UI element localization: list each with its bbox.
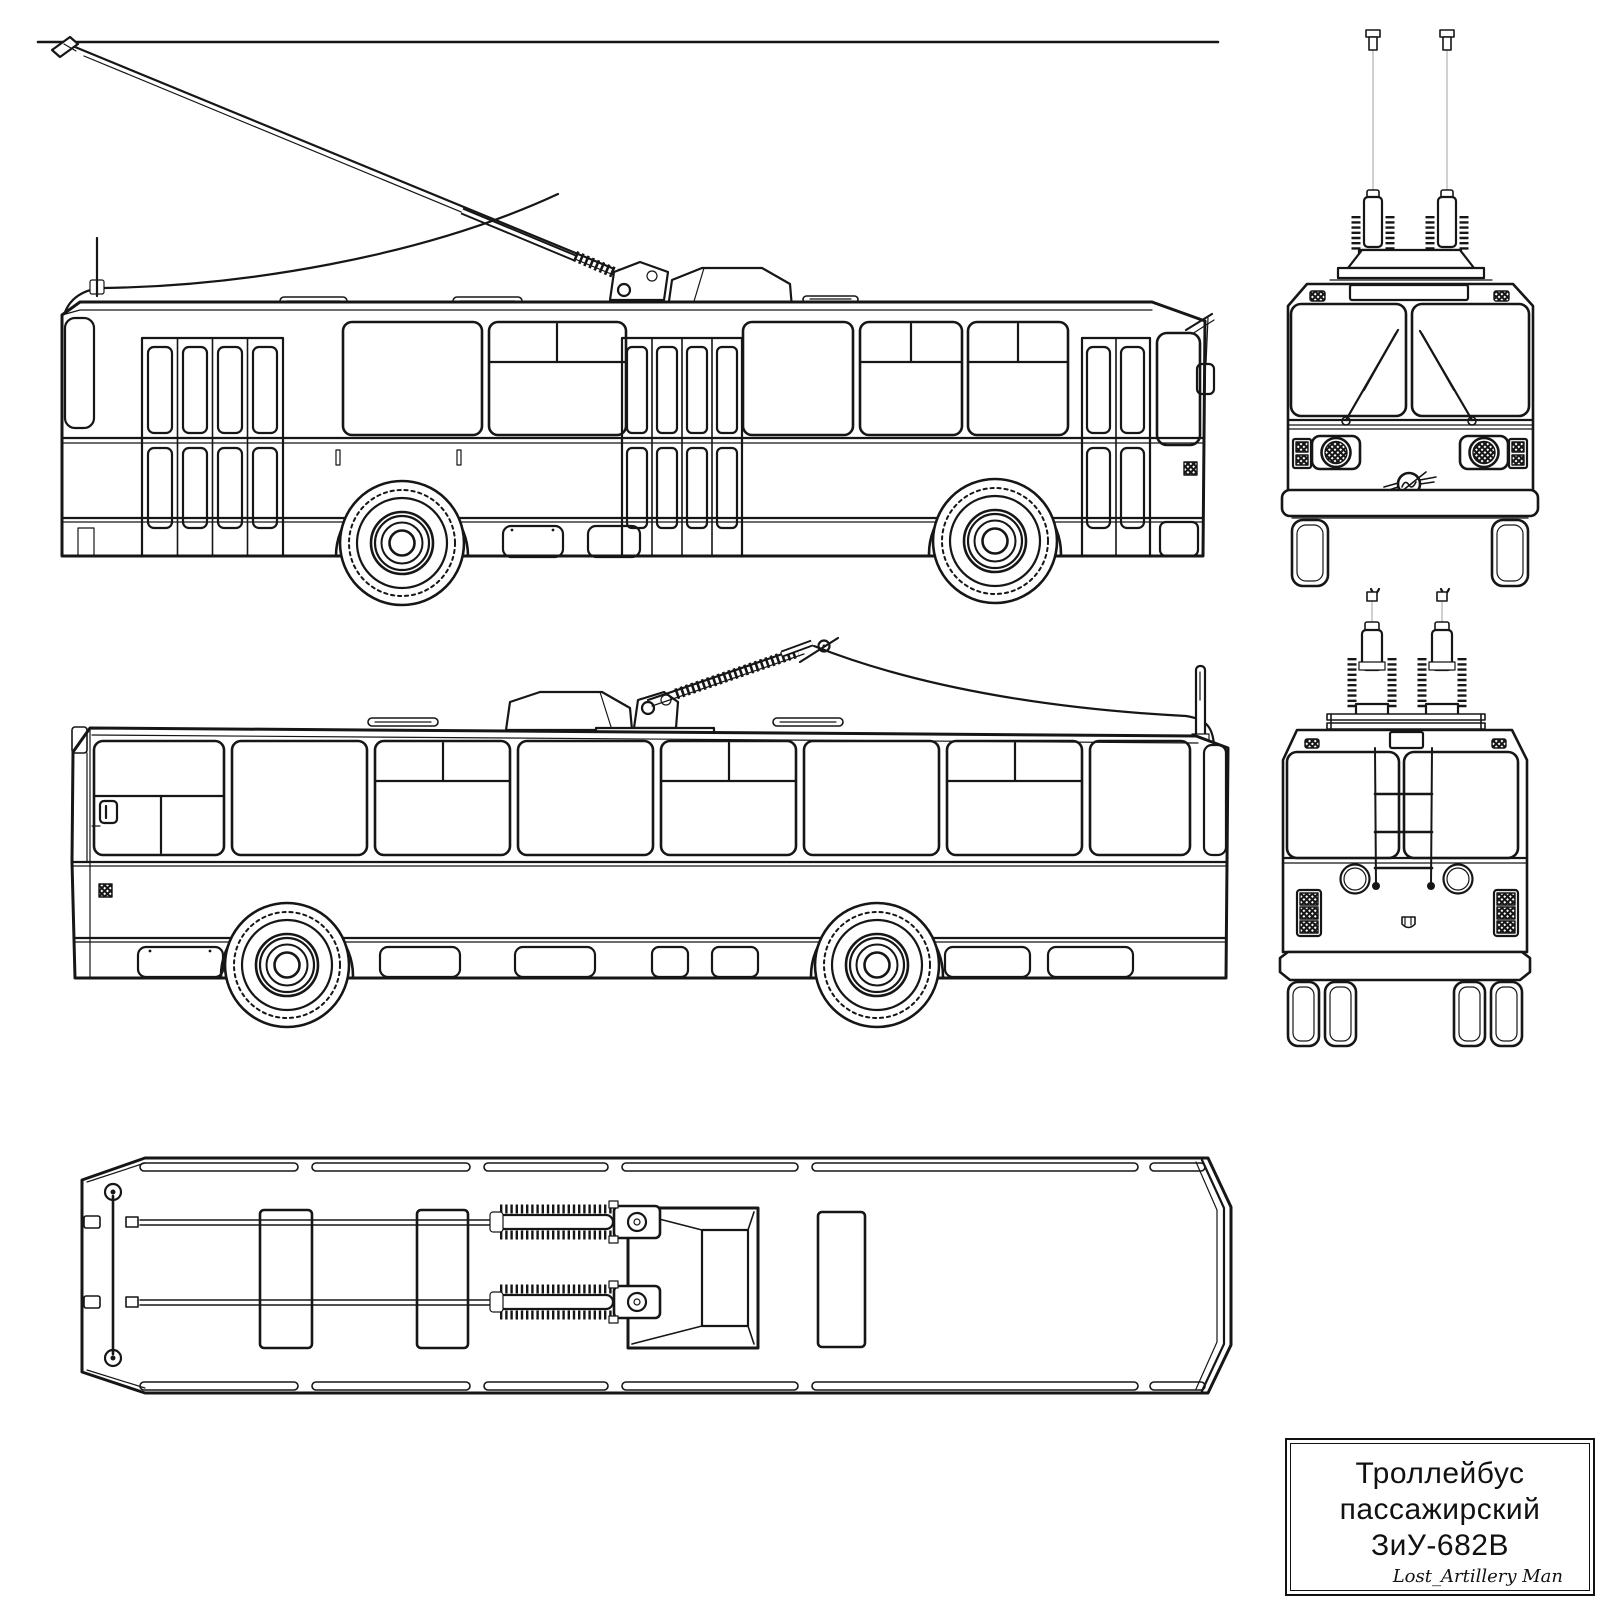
rear-bumper	[1280, 952, 1530, 980]
front-wheel	[340, 481, 464, 605]
rear-view	[1280, 592, 1530, 1046]
marker-light	[1305, 739, 1319, 748]
vent-grille	[1184, 462, 1197, 475]
title-line-1: Троллейбус	[1355, 1457, 1525, 1490]
front-poles	[1330, 30, 1492, 280]
front-view	[1282, 30, 1538, 594]
plan-view	[82, 1158, 1231, 1393]
side-view-left	[72, 638, 1228, 1027]
vent-grille	[99, 884, 112, 897]
front-bumper	[1282, 490, 1538, 516]
front-wheel	[815, 903, 939, 1027]
side-view-right	[38, 37, 1218, 605]
front-wheels	[1292, 520, 1528, 594]
title-line-3: ЗиУ-682В	[1371, 1529, 1509, 1562]
marker-light	[1492, 739, 1506, 748]
title-block	[1285, 1438, 1595, 1596]
trolley-poles-raised	[52, 37, 792, 326]
marker-light	[1494, 291, 1509, 301]
rear-poles	[1327, 592, 1485, 729]
title-line-2: пассажирский	[1339, 1493, 1541, 1526]
title-block-inner-border	[1290, 1443, 1590, 1591]
pole-base-fairing	[506, 692, 632, 730]
roof-rack	[1327, 714, 1485, 729]
rear-wheel	[225, 903, 349, 1027]
rear-wheel	[933, 479, 1057, 603]
rear-wheels	[1288, 982, 1522, 1046]
author-signature: Lost_Artillery Man	[1392, 1566, 1563, 1587]
marker-light	[1310, 291, 1325, 301]
